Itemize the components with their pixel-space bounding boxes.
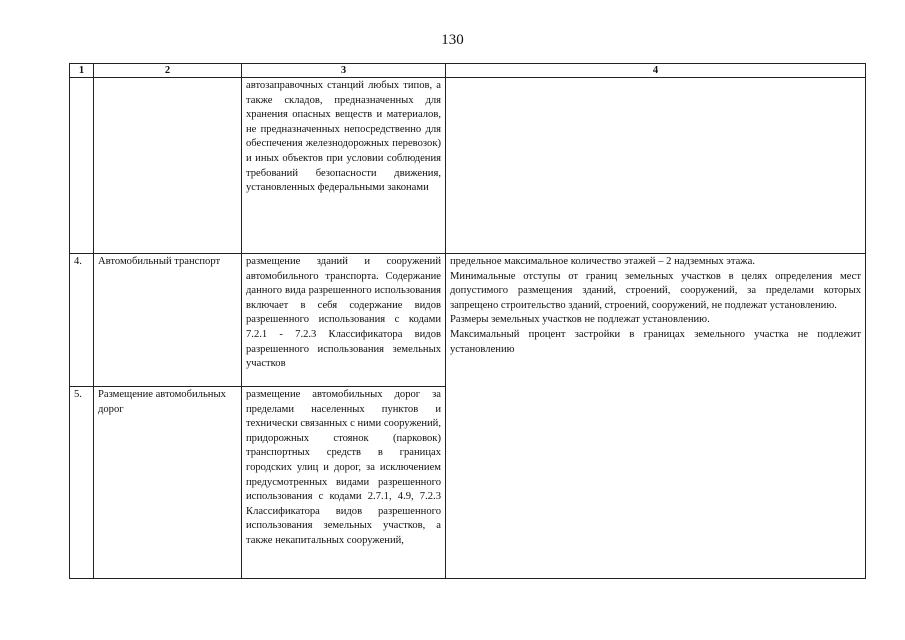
row-num: 5. bbox=[70, 387, 94, 579]
table-row-continued bbox=[70, 78, 866, 254]
parameter-setbacks: Минимальные отступы от границ земельных участков в целях определения мест допустимого размещения зданий, строений, сооружений, за пределами которых запрещено строительство зданий, строений, сооружений, не подлежат установлению. bbox=[450, 270, 861, 311]
page-number: 130 bbox=[441, 32, 464, 48]
row-description bbox=[242, 387, 446, 579]
row-num: 4. bbox=[70, 254, 94, 387]
continued-name-cell bbox=[94, 78, 242, 254]
parameter-floors: предельное максимальное количество этажей – 2 надземных этажа. bbox=[450, 256, 755, 267]
continued-description-text: автозаправочных станций любых типов, а также складов, предназначенных для хранения опасных веществ и материалов, не предназначенных непосредственно для обеспечения железнодорожных перевозок) и иных объектов при условии соблюдения требований безопасности движения, установленных федеральными законами bbox=[246, 80, 441, 194]
header-col-2: 2 bbox=[94, 64, 242, 78]
continued-parameters-cell bbox=[446, 78, 866, 254]
continued-num-cell bbox=[70, 78, 94, 254]
regulation-table bbox=[69, 63, 866, 579]
header-col-3: 3 bbox=[242, 64, 446, 78]
parameter-coverage: Максимальный процент застройки в границах земельного участка не подлежит установлению bbox=[450, 328, 861, 355]
table-header-row bbox=[70, 64, 866, 78]
parameter-plot-size: Размеры земельных участков не подлежат установлению. bbox=[450, 314, 710, 326]
row-description bbox=[242, 254, 446, 387]
table-row bbox=[70, 254, 866, 387]
header-col-1: 1 bbox=[70, 64, 94, 78]
continued-description-cell bbox=[242, 78, 446, 254]
row-description-text: размещение автомобильных дорог за пределами населенных пунктов и технически связанных с ними сооружений, придорожных стоянок (парковок) транспортных средств в границах городских улиц и дорог, за исключением предусмотренных видами разрешенного использования с кодами 2.7.1, 4.9, 7.2.3 Классификатора видов разрешенного использования земельных участков, а также некапитальных сооружений, bbox=[246, 389, 441, 546]
row-name: Размещение автомобильных дорог bbox=[94, 387, 242, 579]
row-name: Автомобильный транспорт bbox=[94, 254, 242, 387]
header-col-4: 4 bbox=[446, 64, 866, 78]
row-description-text: размещение зданий и сооружений автомобильного транспорта. Содержание данного вида разрешенного использования включает в себя содержание видов разрешенного использования с кодами 7.2.1 - 7.2.3 Классификатора видов разрешенного использования земельных участков bbox=[246, 256, 441, 370]
parameters-cell bbox=[446, 254, 866, 579]
